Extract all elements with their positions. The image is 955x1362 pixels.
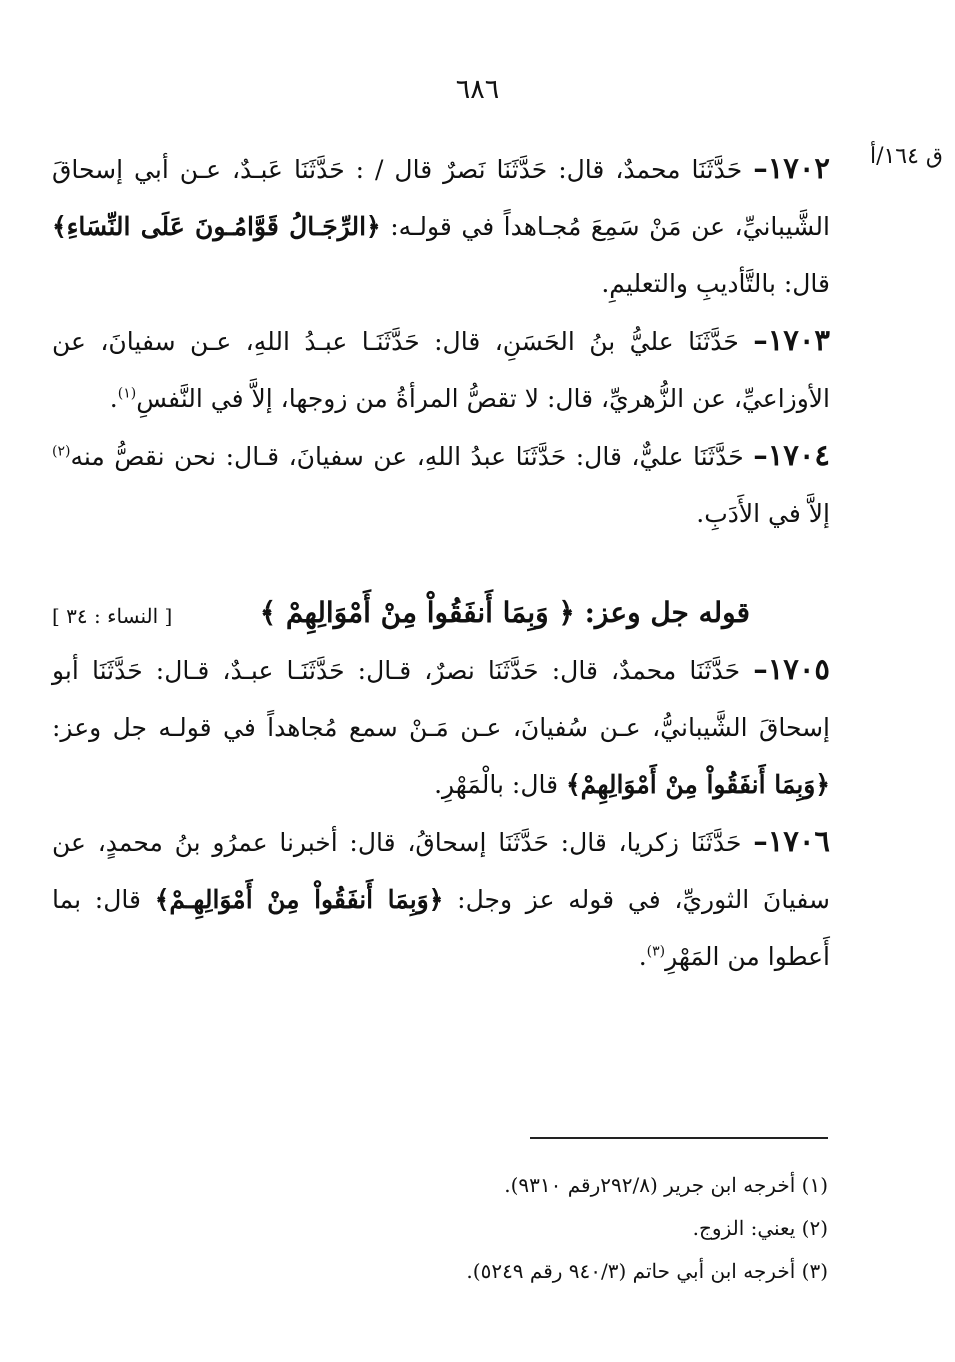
hadith-text: إلاَّ في الأَدَبِ. (696, 499, 830, 528)
footnote-1: (١) أخرجه ابن جرير (٢٩٢/٨رقم ٩٣١٠). (504, 1173, 828, 1197)
hadith-text: . (638, 942, 647, 971)
manuscript-margin-note: ق ١٦٤/أ (869, 144, 943, 169)
quran-verse: ﴿وَبِمَا أَنفَقُواْ مِنْ أَمْوَالِهِـمْ﴾ (154, 885, 444, 914)
footnote-ref-3: (٣) (646, 943, 666, 960)
hadith-1703 (52, 312, 830, 427)
page-number: ٦٨٦ (455, 74, 500, 105)
hadith-1706 (52, 813, 830, 985)
section-heading-text: قوله جل وعز: ﴿ وَبِمَا أَنفَقُواْ مِنْ أَمْوَالِهِمْ ﴾ (259, 596, 750, 629)
hadith-1702 (52, 140, 830, 312)
footnote-3: (٣) أخرجه ابن أبي حاتم (٩٤٠/٣ رقم ٥٢٤٩). (466, 1259, 828, 1283)
footnote-2: (٢) يعني: الزوج. (692, 1216, 828, 1240)
footnote-divider (530, 1137, 828, 1139)
hadith-number: ١٧٠٥– (753, 652, 830, 686)
hadith-text: حَدَّثَنَا زكريا، قال: حَدَّثَنَا إسحاقُ، قال: أخبرنا عمرُو بنُ محمدٍ، عن سفيانَ الثوريِّ، في قوله عز وجل: (52, 828, 831, 914)
hadith-text: قال: بما أَعطوا من المَهْرِ (52, 885, 830, 971)
hadith-text: حَدَّثَنَا عليُّ بنُ الحَسَنِ، قال: حَدَّثَنَـا عبـدُ اللهِ، عـن سفيانَ، عن الأوزاعيِّ، عن الزُّهريِّ، قال: لا تقصُّ المرأةُ من زوجها، إلاَّ في النَّفسِ (52, 327, 830, 413)
quran-verse: ﴿الرِّجَـالُ قَوَّامُـونَ عَلَى النِّسَاءِ﴾ (52, 212, 381, 241)
hadith-number: ١٧٠٣– (753, 323, 830, 357)
quran-verse: ﴿وَبِمَا أَنفَقُواْ مِنْ أَمْوَالِهِمْ﴾ (566, 770, 830, 799)
hadith-text: حَدَّثَنَا محمدٌ، قال: حَدَّثَنَا نصرٌ، قـال: حَدَّثَنَـا عبـدٌ، قـال: حَدَّثَنَا أبو إسحاقَ الشَّيبانيُّ، عـن سُفيانَ، عـن مَـنْ سمع مُجاهداً في قولـه جل وعز: (52, 656, 830, 742)
hadith-text: . (109, 384, 118, 413)
main-text (52, 140, 830, 985)
surah-reference: [ النساء : ٣٤ ] (52, 604, 173, 628)
footnotes (300, 1164, 828, 1293)
hadith-number: ١٧٠٤– (753, 438, 830, 472)
footnote-ref-2: (٢) (52, 443, 71, 460)
hadith-1705 (52, 641, 830, 813)
hadith-number: ١٧٠٦– (753, 824, 830, 858)
hadith-1704 (52, 427, 830, 542)
footnote-ref-1: (١) (117, 385, 137, 402)
section-heading (52, 584, 830, 641)
hadith-text: حَدَّثَنَا محمدٌ، قال: حَدَّثَنَا نَصرٌ قال / : حَدَّثَنَا عَبـدٌ، عـن أبي إسحاقَ الشَّيبانيِّ، عن مَنْ سَمِعَ مُجـاهداً في قولـه: (52, 155, 830, 241)
hadith-text: قال: بالْمَهْرِ. (434, 770, 567, 799)
hadith-text: حَدَّثَنَا عليٌّ، قال: حَدَّثَنَا عبدُ اللهِ، عن سفيانَ، قـال: نحن نقصُّ منه (70, 442, 754, 471)
hadith-text: قال: بالتَّأديبِ والتعليمِ. (601, 269, 830, 298)
hadith-number: ١٧٠٢– (753, 151, 830, 185)
